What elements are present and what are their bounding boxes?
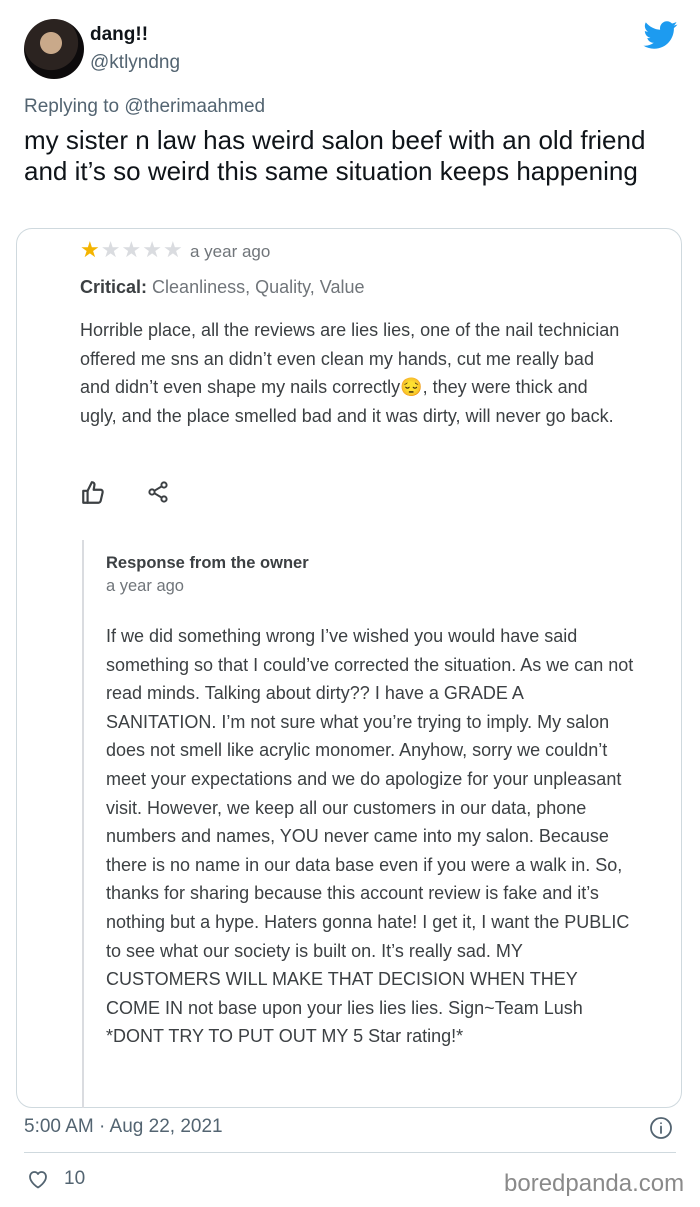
star-icon-empty: ★	[121, 237, 143, 262]
owner-response-divider	[82, 540, 84, 1108]
share-icon[interactable]	[146, 480, 170, 504]
owner-response-title: Response from the owner	[106, 554, 309, 572]
review-time: a year ago	[190, 242, 271, 261]
critical-items: Cleanliness, Quality, Value	[152, 277, 365, 297]
avatar[interactable]	[24, 19, 84, 79]
user-handle[interactable]: @ktlyndng	[90, 52, 181, 73]
tweet-timestamp[interactable]: 5:00 AM · Aug 22, 2021	[24, 1116, 223, 1137]
watermark: boredpanda.com	[504, 1170, 685, 1197]
heart-icon[interactable]	[26, 1167, 50, 1191]
tweet-text: my sister n law has weird salon beef with an old friend and it’s so weird this same situation keeps happening	[24, 125, 646, 186]
star-icon-filled: ★	[80, 237, 101, 262]
twitter-bird-icon[interactable]	[642, 18, 680, 52]
owner-response-time: a year ago	[106, 577, 184, 595]
star-icon-empty: ★	[142, 237, 163, 262]
star-rating	[80, 238, 184, 262]
replying-to	[24, 96, 265, 118]
display-name[interactable]: dang!!	[90, 24, 149, 45]
critical-line	[80, 277, 365, 298]
owner-response-body: If we did something wrong I’ve wished you would have said something so that I could’ve corrected the situation. As we can not read minds. Talking about dirty?? I have a GRADE A SANITATION. I’m not sure what you’re trying to imply. My salon does not smell like acrylic monomer. Anyhow, sorry we couldn’t meet your expectations and we do apologize for your unpleasant visit. However, we keep all our customers in our data, phone numbers and names, YOU never came into my salon. Because there is no name in our data base even if you were a walk in. So, thanks for sharing because this account review is fake and it’s nothing but a hype. Haters gonna hate! I get it, I want the PUBLIC to see what our society is built on. It’s really sad. MY CUSTOMERS WILL MAKE THAT DECISION WHEN THEY COME IN not base upon your lies lies lies. Sign~Team Lush *DONT TRY TO PUT OUT MY 5 Star rating!*	[106, 626, 634, 1047]
critical-label: Critical:	[80, 277, 148, 297]
footer-divider	[24, 1152, 676, 1153]
thumbs-up-icon[interactable]	[80, 480, 106, 506]
replying-to-mention[interactable]: @therimaahmed	[124, 96, 266, 117]
star-icon-empty: ★	[100, 237, 122, 262]
like-count: 10	[64, 1168, 86, 1189]
replying-label: Replying to	[24, 96, 120, 117]
review-body: Horrible place, all the reviews are lies lies, one of the nail technician offered me sns an didn’t even clean my hands, cut me really bad and didn’t even shape my nails correctly😔, they were thick and ugly, and the place smelled bad and it was dirty, will never go back.	[80, 320, 620, 426]
info-icon[interactable]	[649, 1116, 673, 1140]
star-icon-empty: ★	[162, 237, 184, 262]
